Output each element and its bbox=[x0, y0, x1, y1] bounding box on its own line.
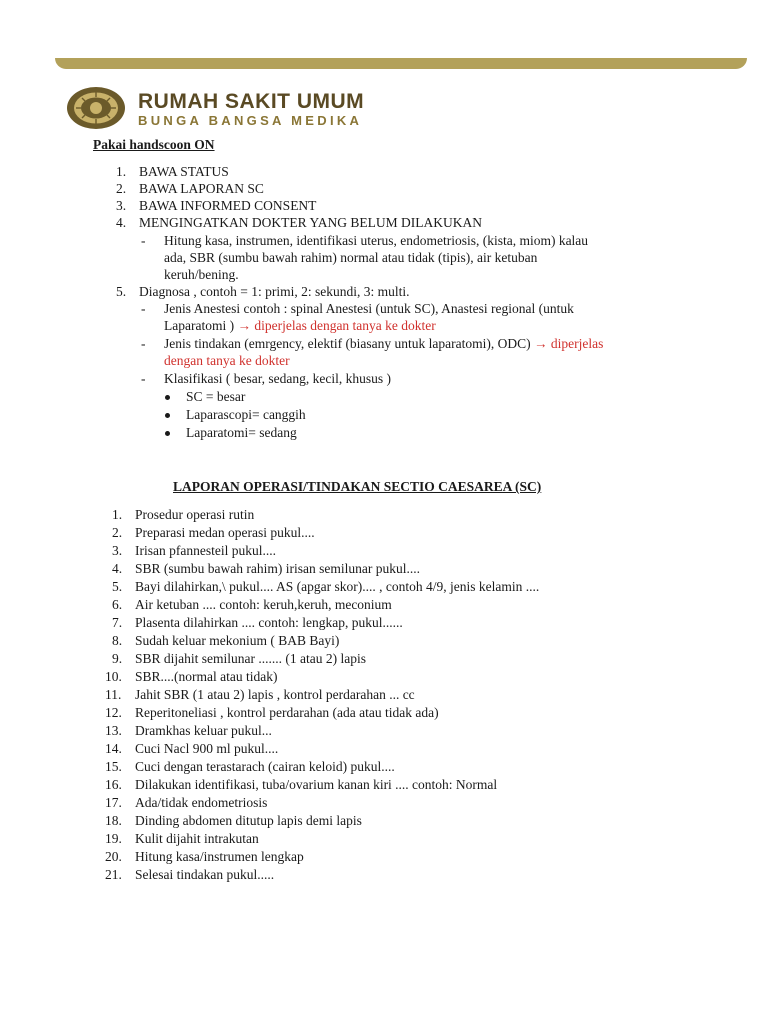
laporan-item: Ada/tidak endometriosis bbox=[135, 795, 268, 810]
list-number: 9. bbox=[112, 651, 123, 666]
hospital-subtitle: BUNGA BANGSA MEDIKA bbox=[138, 113, 363, 128]
list-number: 13. bbox=[105, 723, 122, 738]
laporan-item: Dilakukan identifikasi, tuba/ovarium kanan kiri .... contoh: Normal bbox=[135, 777, 498, 792]
klasifikasi-bullet: SC = besar bbox=[186, 389, 246, 404]
bullet-marker bbox=[165, 388, 170, 405]
laporan-item: SBR (sumbu bawah rahim) irisan semilunar pukul.... bbox=[135, 561, 420, 576]
laporan-item: SBR dijahit semilunar ....... (1 atau 2) lapis bbox=[135, 651, 366, 666]
list-number: 12. bbox=[105, 705, 122, 720]
laporan-item: SBR....(normal atau tidak) bbox=[135, 669, 278, 684]
arrow-icon: → bbox=[534, 336, 548, 351]
list-number: 4. bbox=[112, 561, 123, 576]
list-number: 4. bbox=[116, 215, 127, 230]
red-note: diperjelas bbox=[550, 336, 604, 351]
list-number: 17. bbox=[105, 795, 122, 810]
dash-marker: - bbox=[141, 233, 146, 248]
detail-line: Hitung kasa, instrumen, identifikasi uterus, endometriosis, (kista, miom) kalau bbox=[164, 233, 589, 248]
section-title: LAPORAN OPERASI/TINDAKAN SECTIO CAESAREA (SC) bbox=[173, 479, 542, 494]
list-number: 1. bbox=[116, 164, 127, 179]
laporan-item: Prosedur operasi rutin bbox=[135, 507, 255, 522]
laporan-item: Hitung kasa/instrumen lengkap bbox=[135, 849, 304, 864]
list-number: 21. bbox=[105, 867, 122, 882]
checklist-item: BAWA LAPORAN SC bbox=[139, 181, 264, 196]
laporan-item: Selesai tindakan pukul..... bbox=[135, 867, 275, 882]
list-number: 16. bbox=[105, 777, 122, 792]
list-number: 3. bbox=[116, 198, 127, 213]
arrow-icon: → bbox=[237, 318, 251, 333]
laporan-item: Air ketuban .... contoh: keruh,keruh, meconium bbox=[135, 597, 392, 612]
list-number: 11. bbox=[105, 687, 122, 702]
list-number: 6. bbox=[112, 597, 123, 612]
laporan-item: Reperitoneliasi , kontrol perdarahan (ada atau tidak ada) bbox=[135, 705, 439, 720]
laporan-item: Preparasi medan operasi pukul.... bbox=[135, 525, 315, 540]
red-note: diperjelas dengan tanya ke dokter bbox=[254, 318, 436, 333]
checklist-item: MENGINGATKAN DOKTER YANG BELUM DILAKUKAN bbox=[139, 215, 482, 230]
laporan-item: Kulit dijahit intrakutan bbox=[135, 831, 259, 846]
list-number: 8. bbox=[112, 633, 123, 648]
list-number: 10. bbox=[105, 669, 122, 684]
bullet-marker bbox=[165, 424, 170, 441]
laporan-item: Dramkhas keluar pukul... bbox=[135, 723, 272, 738]
list-number: 18. bbox=[105, 813, 122, 828]
laporan-item: Jahit SBR (1 atau 2) lapis , kontrol perdarahan ... cc bbox=[135, 687, 415, 702]
laporan-item: Sudah keluar mekonium ( BAB Bayi) bbox=[135, 633, 340, 648]
checklist-item: BAWA STATUS bbox=[139, 164, 229, 179]
laporan-item: Bayi dilahirkan,\ pukul.... AS (apgar skor).... , contoh 4/9, jenis kelamin .... bbox=[135, 579, 540, 594]
dash-marker: - bbox=[141, 301, 146, 316]
intro-line: Pakai handscoon ON bbox=[93, 137, 215, 152]
dash-marker: - bbox=[141, 336, 146, 351]
list-number: 20. bbox=[105, 849, 122, 864]
laporan-item: Dinding abdomen ditutup lapis demi lapis bbox=[135, 813, 362, 828]
list-number: 3. bbox=[112, 543, 123, 558]
hospital-name: RUMAH SAKIT UMUM bbox=[138, 90, 365, 113]
red-note: dengan tanya ke dokter bbox=[164, 353, 290, 368]
anestesi-line: Jenis Anestesi contoh : spinal Anestesi (untuk SC), Anastesi regional (untuk bbox=[164, 301, 574, 316]
tindakan-line: Jenis tindakan (emrgency, elektif (biasany untuk laparatomi), ODC) → diperjelas bbox=[164, 336, 604, 351]
klasifikasi-bullet: Laparascopi= canggih bbox=[186, 407, 306, 422]
list-number: 2. bbox=[116, 181, 127, 196]
list-number: 15. bbox=[105, 759, 122, 774]
list-number: 14. bbox=[105, 741, 122, 756]
laporan-item: Cuci Nacl 900 ml pukul.... bbox=[135, 741, 279, 756]
page-top bbox=[0, 0, 768, 60]
list-number: 19. bbox=[105, 831, 122, 846]
list-number: 7. bbox=[112, 615, 123, 630]
bullet-marker bbox=[165, 406, 170, 423]
klasifikasi-bullet: Laparatomi= sedang bbox=[186, 425, 297, 440]
detail-line: keruh/bening. bbox=[164, 267, 239, 282]
list-number: 1. bbox=[112, 507, 123, 522]
klasifikasi-line: Klasifikasi ( besar, sedang, kecil, khusus ) bbox=[164, 371, 392, 386]
header-gold-bar bbox=[55, 58, 747, 69]
checklist-item: BAWA INFORMED CONSENT bbox=[139, 198, 317, 213]
anestesi-line-2: Laparatomi ) → diperjelas dengan tanya ke dokter bbox=[164, 318, 436, 333]
list-number: 5. bbox=[112, 579, 123, 594]
laporan-item: Plasenta dilahirkan .... contoh: lengkap, pukul...... bbox=[135, 615, 403, 630]
diagnosa-line: Diagnosa , contoh = 1: primi, 2: sekundi, 3: multi. bbox=[139, 284, 410, 299]
hospital-logo-icon bbox=[66, 86, 126, 130]
list-number: 5. bbox=[116, 284, 127, 299]
dash-marker: - bbox=[141, 371, 146, 386]
list-number: 2. bbox=[112, 525, 123, 540]
laporan-item: Irisan pfannesteil pukul.... bbox=[135, 543, 276, 558]
detail-line: ada, SBR (sumbu bawah rahim) normal atau tidak (tipis), air ketuban bbox=[164, 250, 538, 265]
laporan-item: Cuci dengan terastarach (cairan keloid) pukul.... bbox=[135, 759, 395, 774]
